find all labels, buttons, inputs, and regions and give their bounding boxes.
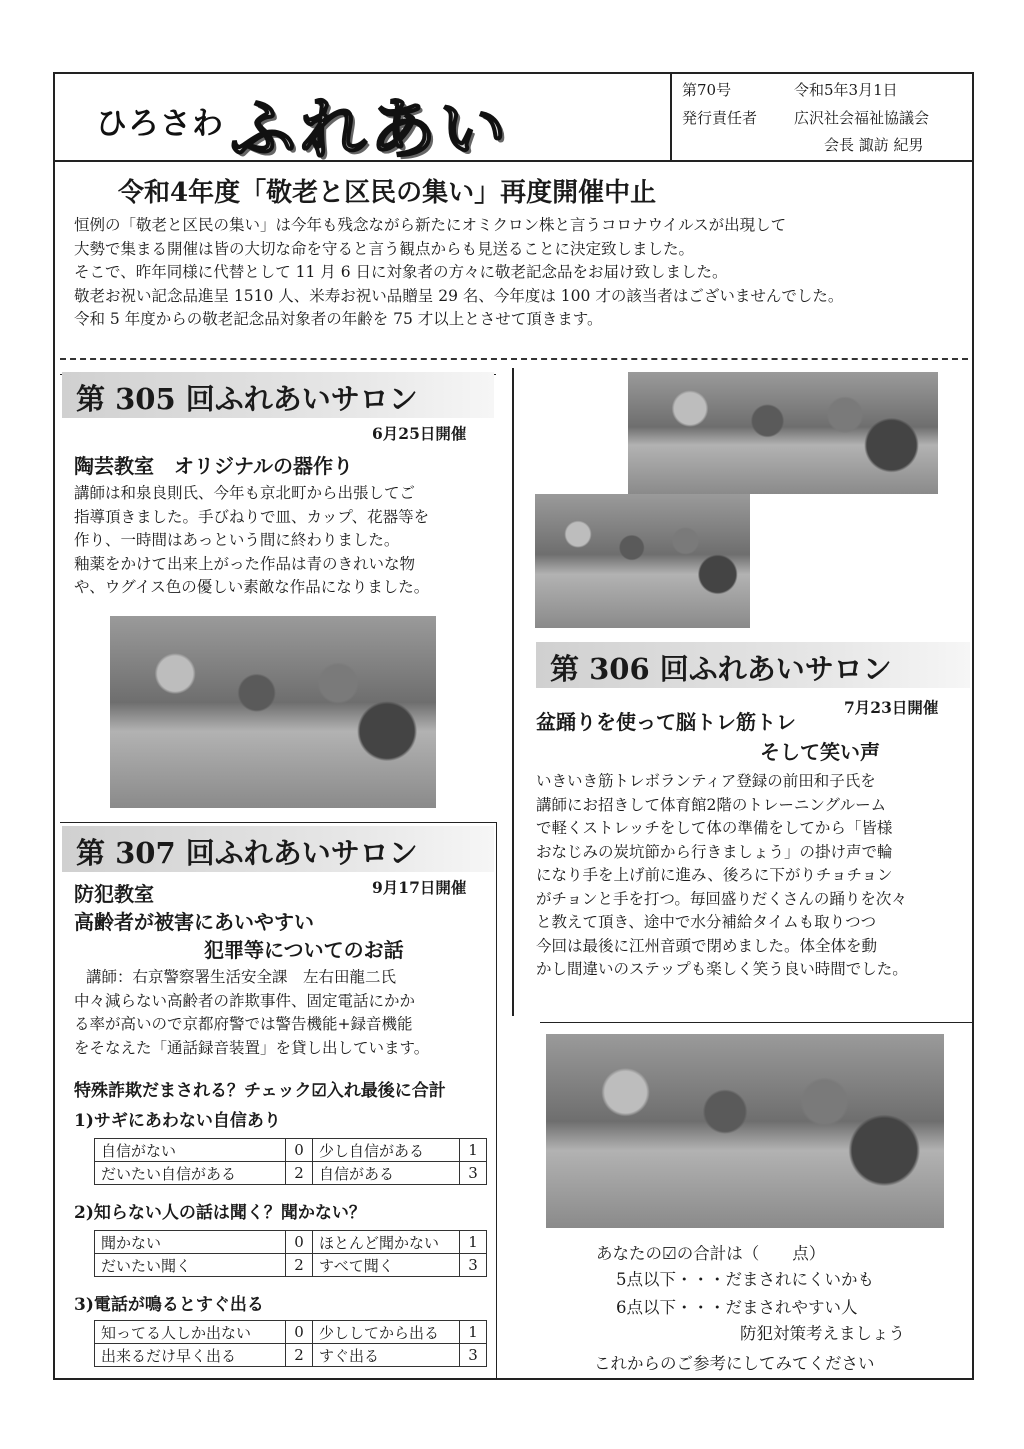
quiz-3-question: 3)電話が鳴るとすぐ出る — [74, 1295, 264, 1315]
column-divider — [512, 368, 514, 1016]
masthead-divider — [53, 160, 974, 162]
salon-305-title-band — [62, 372, 494, 418]
option-label: 聞かない — [95, 1231, 286, 1254]
body-line: かし間違いのステップも楽しく笑う良い時間でした。 — [536, 960, 908, 978]
issue-number: 第70号 — [682, 81, 732, 99]
body-line: 釉薬をかけて出来上がった作品は青のきれいな物 — [74, 554, 416, 573]
quiz-1-table — [94, 1138, 487, 1185]
result-total: あなたの☑の合計は（ 点） — [596, 1244, 826, 1263]
option-label: 自信がある — [313, 1162, 460, 1185]
option-score: 2 — [286, 1344, 313, 1367]
left-section-rule-307 — [60, 822, 496, 823]
body-line: 講師は和泉良則氏、今年も京北町から出張してご — [74, 484, 416, 502]
option-score: 1 — [460, 1139, 487, 1162]
lead-line: 大勢で集まる開催は皆の大切な命を守ると言う観点からも見送ることに決定致しました。 — [74, 239, 695, 258]
right-section-rule — [540, 1022, 972, 1023]
body-line: おなじみの炭坑節から行きましょう」の掛け声で輪 — [536, 842, 893, 861]
option-score: 3 — [460, 1344, 487, 1367]
salon-306-subtitle-2: そして笑い声 — [760, 740, 880, 764]
quiz-2-question: 2)知らない人の話は聞く？聞かない？ — [74, 1203, 366, 1223]
quiz-2-table — [94, 1230, 487, 1277]
lead-headline: 令和4年度「敬老と区民の集い」再度開催中止 — [118, 178, 657, 208]
option-label: だいたい聞く — [95, 1254, 286, 1277]
result-line-3: 防犯対策考えましょう — [740, 1324, 905, 1343]
option-label: 少し自信がある — [313, 1139, 460, 1162]
dance-photo-top — [628, 372, 938, 494]
salon-307-body — [74, 966, 494, 1060]
body-line: る率が高いので京都府警では警告機能+録音機能 — [74, 1015, 413, 1033]
salon-307-title-band — [62, 826, 494, 872]
body-line: 作り、一時間はあっという間に終わりました。 — [74, 531, 400, 549]
salon-305-subtitle: 陶芸教室 オリジナルの器作り — [74, 454, 353, 478]
option-score: 2 — [286, 1162, 313, 1185]
body-line: いきいき筋トレボランティア登録の前田和子氏を — [536, 772, 876, 790]
section-dashed-divider — [60, 358, 968, 360]
option-score: 0 — [286, 1321, 313, 1344]
option-score: 1 — [460, 1231, 487, 1254]
salon-306-title: 第 306 回ふれあいサロン — [550, 652, 892, 686]
result-closing: これからのご参考にしてみてください — [594, 1354, 875, 1373]
option-label: 少ししてから出る — [313, 1321, 460, 1344]
body-line: になり手を上げ前に進み、後ろに下がりチョチョン — [536, 866, 893, 884]
body-line: 指導頂きました。手びねりで皿、カップ、花器等を — [74, 507, 430, 526]
salon-307-title: 第 307 回ふれあいサロン — [76, 836, 418, 870]
lead-line: 令和 5 年度からの敬老記念品対象者の年齢を 75 才以上とさせて頂きます。 — [74, 310, 603, 328]
body-line: 講師にお招きして体育館2階のトレーニングルーム — [536, 795, 887, 814]
issue-date: 令和5年3月1日 — [794, 81, 898, 99]
body-line: で軽くストレッチをして体の準備をしてから「皆様 — [536, 819, 893, 837]
salon-306-subtitle-1: 盆踊りを使って脳トレ筋トレ — [536, 710, 796, 734]
salon-305-date: 6月25日開催 — [372, 424, 467, 443]
option-label: ほとんど聞かない — [313, 1231, 460, 1254]
salon-307-date: 9月17日開催 — [372, 878, 467, 897]
option-label: 出来るだけ早く出る — [95, 1344, 286, 1367]
option-score: 0 — [286, 1139, 313, 1162]
pottery-class-photo — [110, 616, 436, 808]
publisher-label: 発行責任者 — [682, 109, 758, 127]
lead-body — [74, 214, 964, 332]
logo-big: ふれあい — [230, 91, 510, 168]
option-label: 知ってる人しか出ない — [95, 1321, 286, 1344]
table-row — [95, 1231, 487, 1254]
salon-307-subtitle-2a: 高齢者が被害にあいやすい — [74, 910, 314, 934]
masthead-vertical-divider — [670, 72, 672, 162]
result-line-2: 6点以下・・・だまされやすい人 — [616, 1298, 858, 1317]
option-label: すぐ出る — [313, 1344, 460, 1367]
option-score: 3 — [460, 1162, 487, 1185]
table-row — [95, 1254, 487, 1277]
chair-name: 会長 諏訪 紀男 — [824, 136, 924, 154]
option-label: だいたい自信がある — [95, 1162, 286, 1185]
lead-line: そこで、昨年同様に代替として 11 月 6 日に対象者の方々に敬老記念品をお届け致しました。 — [74, 263, 728, 281]
body-line: をそなえた「通話録音装置」を貸し出しています。 — [74, 1038, 430, 1057]
quiz-1-question: 1)サギにあわない自信あり — [74, 1111, 281, 1131]
quiz-3-table — [94, 1320, 487, 1367]
body-line: 今回は最後に江州音頭で閉めました。体全体を動 — [536, 936, 878, 955]
table-row — [95, 1139, 487, 1162]
dance-photo-bottom — [535, 494, 750, 628]
salon-306-title-band — [536, 642, 970, 688]
option-label: 自信がない — [95, 1139, 286, 1162]
crime-prevention-photo — [546, 1034, 944, 1228]
table-row — [95, 1344, 487, 1367]
check-title: 特殊詐欺だまされる？チェック☑入れ最後に合計 — [74, 1081, 446, 1101]
option-label: すべて聞く — [313, 1254, 460, 1277]
right-bottom-divider — [496, 822, 497, 1378]
salon-306-date: 7月23日開催 — [844, 698, 939, 717]
salon-307-subtitle: 防犯教室 — [74, 882, 154, 906]
result-line-1: 5点以下・・・だまされにくいかも — [616, 1270, 874, 1289]
salon-305-title: 第 305 回ふれあいサロン — [76, 382, 418, 416]
body-line: や、ウグイス色の優しい素敵な作品になりました。 — [74, 578, 430, 596]
option-score: 0 — [286, 1231, 313, 1254]
option-score: 3 — [460, 1254, 487, 1277]
body-line: 中々減らない高齢者の詐欺事件、固定電話にかか — [74, 991, 416, 1010]
body-line: 講師：右京警察署生活安全課 左右田龍二氏 — [86, 968, 397, 986]
salon-305-body — [74, 482, 494, 600]
option-score: 1 — [460, 1321, 487, 1344]
salon-307-subtitle-2b: 犯罪等についてのお話 — [204, 938, 404, 962]
body-line: がチョンと手を打つ。毎回盛りだくさんの踊りを次々 — [536, 889, 907, 908]
salon-306-body — [536, 770, 968, 982]
lead-line: 恒例の「敬老と区民の集い」は今年も残念ながら新たにオミクロン株と言うコロナウイルスが出現して — [74, 216, 787, 234]
lead-line: 敬老お祝い記念品進呈 1510 人、米寿お祝い品贈呈 29 名、今年度は 100 才の該当者はございませんでした。 — [74, 286, 844, 305]
publisher-name: 広沢社会福祉協議会 — [794, 109, 930, 127]
table-row — [95, 1162, 487, 1185]
body-line: と教えて頂き、途中で水分補給タイムも取りつつ — [536, 913, 877, 931]
option-score: 2 — [286, 1254, 313, 1277]
logo-small: ひろさわ — [96, 106, 224, 142]
table-row — [95, 1321, 487, 1344]
